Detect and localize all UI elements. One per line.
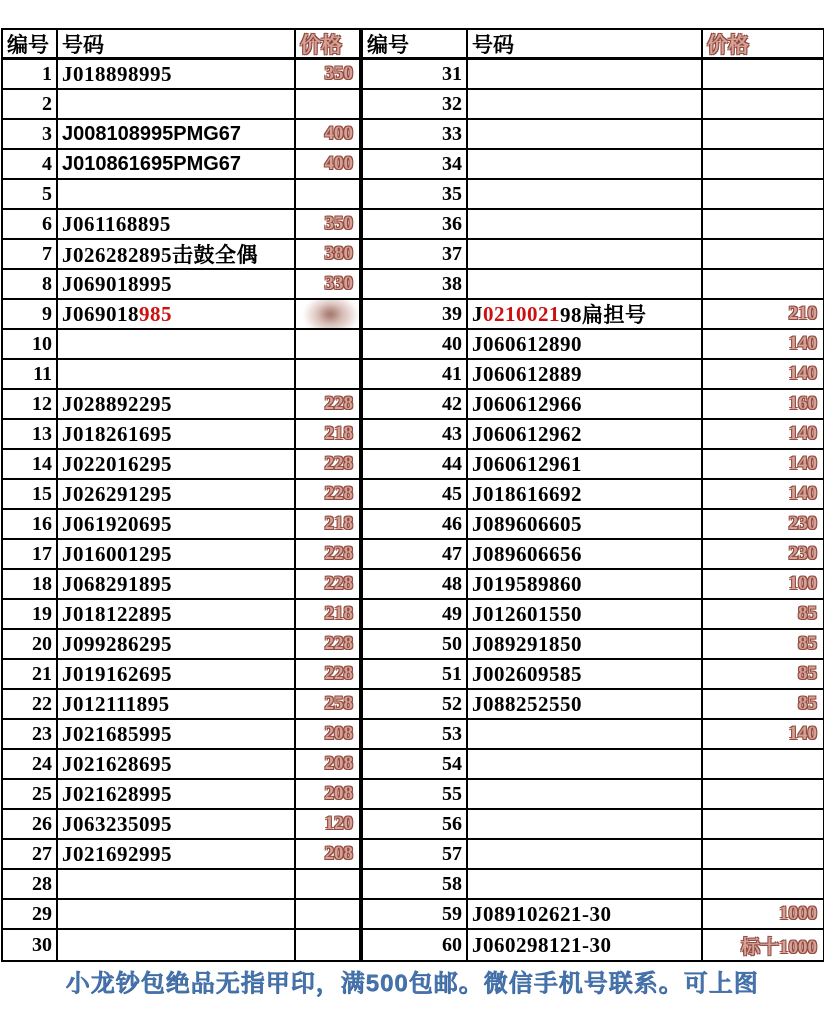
price-cell: 218: [296, 510, 363, 540]
number-cell: J063235095: [58, 810, 296, 840]
row-id-cell: 41: [363, 360, 468, 390]
row-id-cell: 3: [3, 120, 58, 150]
number-cell: J019162695: [58, 660, 296, 690]
row-id-cell: 9: [3, 300, 58, 330]
smudged-price-mark: [303, 300, 359, 330]
row-id-cell: 31: [363, 60, 468, 90]
price-cell: [703, 240, 823, 270]
price-cell: [703, 180, 823, 210]
number-cell: [58, 870, 296, 900]
row-id-cell: 56: [363, 810, 468, 840]
row-id-cell: 16: [3, 510, 58, 540]
number-cell: J008108995PMG67: [58, 120, 296, 150]
row-id-cell: 45: [363, 480, 468, 510]
row-id-cell: 55: [363, 780, 468, 810]
row-id-cell: 40: [363, 330, 468, 360]
number-cell: [468, 180, 703, 210]
row-id-cell: 47: [363, 540, 468, 570]
price-cell: 208: [296, 720, 363, 750]
number-cell: J026282895击鼓全偶: [58, 240, 296, 270]
number-cell: J019589860: [468, 570, 703, 600]
row-id-cell: 17: [3, 540, 58, 570]
price-cell: [296, 360, 363, 390]
price-cell: 330: [296, 270, 363, 300]
row-id-cell: 11: [3, 360, 58, 390]
price-cell: [703, 270, 823, 300]
row-id-cell: 58: [363, 870, 468, 900]
number-cell: [58, 330, 296, 360]
number-cell: J060298121-30: [468, 930, 703, 960]
row-id-cell: 33: [363, 120, 468, 150]
price-cell: 400: [296, 120, 363, 150]
row-id-cell: 18: [3, 570, 58, 600]
row-id-cell: 21: [3, 660, 58, 690]
row-id-cell: 59: [363, 900, 468, 930]
row-id-cell: 30: [3, 930, 58, 960]
number-cell: J010861695PMG67: [58, 150, 296, 180]
price-cell: 228: [296, 630, 363, 660]
row-id-cell: 34: [363, 150, 468, 180]
price-cell: 140: [703, 330, 823, 360]
row-id-cell: 46: [363, 510, 468, 540]
row-id-cell: 54: [363, 750, 468, 780]
row-id-cell: 48: [363, 570, 468, 600]
number-cell: J028892295: [58, 390, 296, 420]
number-cell: [58, 930, 296, 960]
price-cell: 228: [296, 480, 363, 510]
price-cell: [703, 810, 823, 840]
row-id-cell: 2: [3, 90, 58, 120]
price-cell: [296, 180, 363, 210]
row-id-cell: 8: [3, 270, 58, 300]
row-id-cell: 25: [3, 780, 58, 810]
price-cell: 350: [296, 210, 363, 240]
price-cell: 85: [703, 630, 823, 660]
number-segment: 98扁担号: [560, 303, 647, 327]
number-cell: J060612889: [468, 360, 703, 390]
price-cell: 1000: [703, 900, 823, 930]
price-cell: 208: [296, 780, 363, 810]
number-cell: [468, 90, 703, 120]
row-id-cell: 26: [3, 810, 58, 840]
row-id-cell: 12: [3, 390, 58, 420]
number-cell: J026291295: [58, 480, 296, 510]
number-cell: [468, 750, 703, 780]
row-id-cell: 13: [3, 420, 58, 450]
row-id-cell: 23: [3, 720, 58, 750]
price-cell: 85: [703, 690, 823, 720]
row-id-cell: 10: [3, 330, 58, 360]
price-cell: 228: [296, 450, 363, 480]
number-cell: J018616692: [468, 480, 703, 510]
column-header-price-left: 价格: [296, 30, 363, 60]
price-cell: [703, 150, 823, 180]
number-cell: J060612961: [468, 450, 703, 480]
price-cell: 140: [703, 420, 823, 450]
price-cell: 标十1000: [703, 930, 823, 960]
number-cell: J022016295: [58, 450, 296, 480]
row-id-cell: 22: [3, 690, 58, 720]
price-cell: 228: [296, 540, 363, 570]
column-header-number-right: 号码: [468, 30, 703, 60]
price-cell: 228: [296, 570, 363, 600]
price-cell: [703, 840, 823, 870]
price-cell: 85: [703, 600, 823, 630]
number-cell: [468, 150, 703, 180]
number-segment: J: [472, 301, 483, 326]
price-cell: 230: [703, 510, 823, 540]
number-cell: J018898995: [58, 60, 296, 90]
price-cell: [703, 90, 823, 120]
price-cell: 208: [296, 750, 363, 780]
row-id-cell: 37: [363, 240, 468, 270]
row-id-cell: 5: [3, 180, 58, 210]
row-id-cell: 24: [3, 750, 58, 780]
price-cell: 228: [296, 390, 363, 420]
number-cell: J089606656: [468, 540, 703, 570]
number-segment: J069018: [62, 301, 139, 326]
number-cell: J060612962: [468, 420, 703, 450]
number-cell: J012111895: [58, 690, 296, 720]
row-id-cell: 15: [3, 480, 58, 510]
number-red-segment: 985: [139, 301, 172, 326]
number-cell: J021685995: [58, 720, 296, 750]
number-cell: [58, 360, 296, 390]
number-cell: J018122895: [58, 600, 296, 630]
price-cell: [703, 120, 823, 150]
number-cell: J089606605: [468, 510, 703, 540]
number-cell: [468, 60, 703, 90]
row-id-cell: 49: [363, 600, 468, 630]
row-id-cell: 6: [3, 210, 58, 240]
price-cell: [296, 330, 363, 360]
price-cell: [703, 750, 823, 780]
row-id-cell: 60: [363, 930, 468, 960]
number-cell: [468, 270, 703, 300]
number-cell: J061920695: [58, 510, 296, 540]
column-header-id-left: 编号: [3, 30, 58, 60]
number-cell: J060612890: [468, 330, 703, 360]
number-cell: [58, 90, 296, 120]
number-cell: J060612966: [468, 390, 703, 420]
number-cell: [468, 810, 703, 840]
row-id-cell: 38: [363, 270, 468, 300]
number-cell: [58, 900, 296, 930]
number-cell: [468, 720, 703, 750]
column-header-price-right: 价格: [703, 30, 823, 60]
price-cell: 350: [296, 60, 363, 90]
price-cell: 210: [703, 300, 823, 330]
price-cell: 140: [703, 360, 823, 390]
number-cell: [468, 210, 703, 240]
number-cell: J002609585: [468, 660, 703, 690]
number-cell: [468, 240, 703, 270]
number-cell: J021628995: [58, 780, 296, 810]
price-cell: [296, 870, 363, 900]
price-cell: 120: [296, 810, 363, 840]
price-cell: 140: [703, 450, 823, 480]
price-cell: 400: [296, 150, 363, 180]
row-id-cell: 29: [3, 900, 58, 930]
price-cell: 380: [296, 240, 363, 270]
number-cell: [468, 840, 703, 870]
row-id-cell: 50: [363, 630, 468, 660]
row-id-cell: 35: [363, 180, 468, 210]
row-id-cell: 51: [363, 660, 468, 690]
price-table: [1, 28, 824, 962]
number-cell: J061168895: [58, 210, 296, 240]
price-cell: [703, 60, 823, 90]
row-id-cell: 32: [363, 90, 468, 120]
number-cell: J088252550: [468, 690, 703, 720]
price-cell: 100: [703, 570, 823, 600]
price-cell: 208: [296, 840, 363, 870]
number-red-segment: 0210021: [483, 301, 560, 326]
number-cell: J018261695: [58, 420, 296, 450]
price-cell: [703, 780, 823, 810]
row-id-cell: 44: [363, 450, 468, 480]
row-id-cell: 53: [363, 720, 468, 750]
price-cell: 228: [296, 660, 363, 690]
price-cell: 160: [703, 390, 823, 420]
number-cell: J069018995: [58, 270, 296, 300]
price-cell: 140: [703, 720, 823, 750]
price-cell: 258: [296, 690, 363, 720]
column-header-id-right: 编号: [363, 30, 468, 60]
number-cell: J089102621-30: [468, 900, 703, 930]
row-id-cell: 20: [3, 630, 58, 660]
row-id-cell: 52: [363, 690, 468, 720]
number-cell: J021628695: [58, 750, 296, 780]
row-id-cell: 19: [3, 600, 58, 630]
number-cell: J089291850: [468, 630, 703, 660]
row-id-cell: 36: [363, 210, 468, 240]
number-cell: J099286295: [58, 630, 296, 660]
footer-note: 小龙钞包绝品无指甲印，满500包邮。微信手机号联系。可上图: [65, 970, 759, 997]
price-cell: 140: [703, 480, 823, 510]
price-cell: [703, 870, 823, 900]
number-cell: [468, 120, 703, 150]
row-id-cell: 14: [3, 450, 58, 480]
row-id-cell: 57: [363, 840, 468, 870]
price-cell: 218: [296, 420, 363, 450]
row-id-cell: 1: [3, 60, 58, 90]
price-cell: [296, 300, 363, 330]
number-cell: [58, 300, 296, 330]
number-cell: [468, 780, 703, 810]
price-cell: 85: [703, 660, 823, 690]
number-cell: [468, 300, 703, 330]
number-cell: [468, 870, 703, 900]
row-id-cell: 28: [3, 870, 58, 900]
price-cell: 218: [296, 600, 363, 630]
price-cell: 230: [703, 540, 823, 570]
row-id-cell: 7: [3, 240, 58, 270]
column-header-number-left: 号码: [58, 30, 296, 60]
price-cell: [703, 210, 823, 240]
price-cell: [296, 90, 363, 120]
number-cell: [58, 180, 296, 210]
number-cell: J068291895: [58, 570, 296, 600]
row-id-cell: 4: [3, 150, 58, 180]
number-cell: J021692995: [58, 840, 296, 870]
number-cell: J012601550: [468, 600, 703, 630]
price-cell: [296, 900, 363, 930]
price-cell: [296, 930, 363, 960]
row-id-cell: 27: [3, 840, 58, 870]
row-id-cell: 43: [363, 420, 468, 450]
number-cell: J016001295: [58, 540, 296, 570]
row-id-cell: 39: [363, 300, 468, 330]
row-id-cell: 42: [363, 390, 468, 420]
